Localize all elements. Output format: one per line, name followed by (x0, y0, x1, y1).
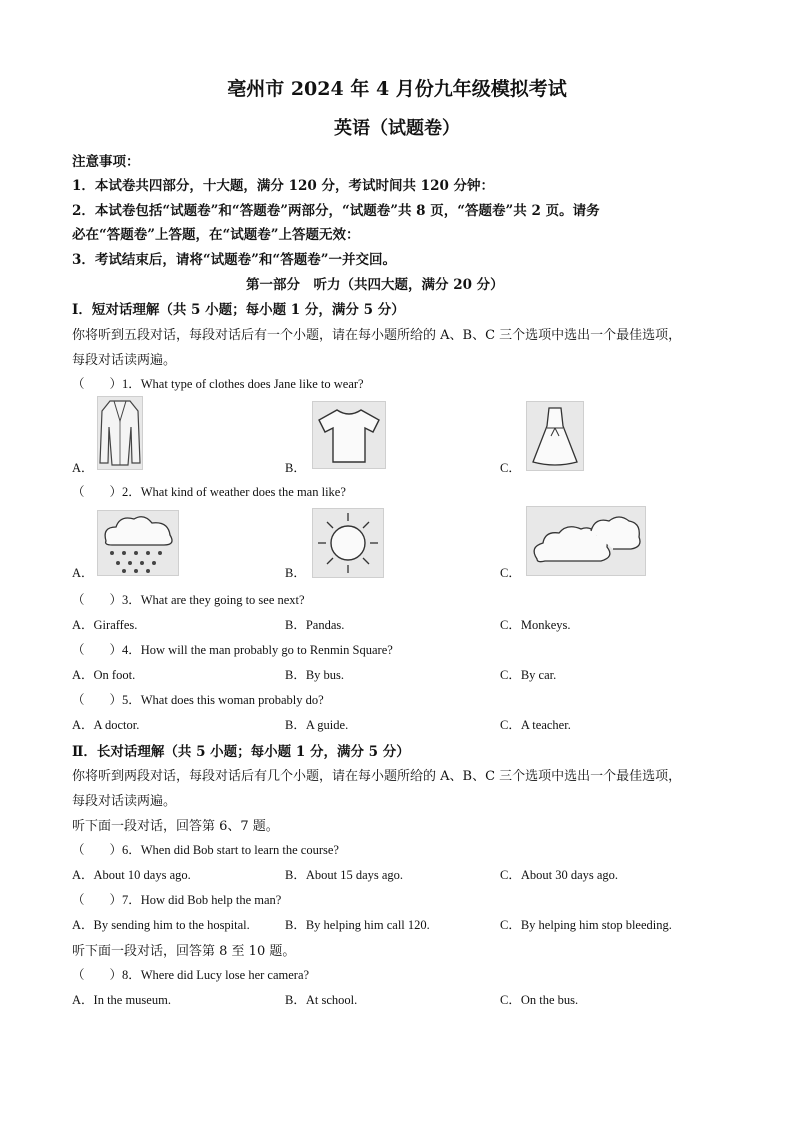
option-c: C．About 30 days ago. (500, 868, 619, 882)
option-label-a: A． (72, 461, 94, 475)
section-heading: Ⅱ．长对话理解（共 5 小题；每小题 1 分，满分 5 分） (72, 744, 410, 760)
clouds-icon (526, 506, 646, 576)
question-stem: （ ）6．When did Bob start to learn the course? (72, 843, 339, 857)
question-stem: （ ）3．What are they going to see next? (72, 593, 305, 607)
option-c: C．By helping him stop bleeding. (500, 918, 672, 932)
option-a: A．About 10 days ago. (72, 868, 191, 882)
option-b: B．Pandas. (285, 618, 345, 632)
option-b: B．About 15 days ago. (285, 868, 404, 882)
option-c: C．On the bus. (500, 993, 579, 1007)
option-a: A．By sending him to the hospital. (72, 918, 250, 932)
section-heading: Ⅰ．短对话理解（共 5 小题；每小题 1 分，满分 5 分） (72, 302, 405, 318)
question-stem: （ ）8．Where did Lucy lose her camera? (72, 968, 310, 982)
sun-icon (312, 508, 384, 578)
option-a: A．On foot. (72, 668, 136, 682)
option-b: B．A guide. (285, 718, 349, 732)
option-a: A．In the museum. (72, 993, 171, 1007)
option-label-c: C． (500, 566, 521, 580)
question-stem: （ ）7．How did Bob help the man? (72, 893, 282, 907)
option-label-a: A． (72, 566, 94, 580)
notes-heading: 注意事项： (72, 154, 140, 170)
question-stem: （ ）4．How will the man probably go to Renmin Square? (72, 643, 393, 657)
page-subtitle: 英语（试题卷） (334, 118, 460, 139)
option-a: A．A doctor. (72, 718, 140, 732)
tshirt-icon (312, 401, 386, 469)
option-b: B．By bus. (285, 668, 345, 682)
note-item: 必在“答题卷”上答题，在“试题卷”上答题无效： (72, 227, 360, 243)
option-b: B．By helping him call 120. (285, 918, 430, 932)
option-label-b: B． (285, 461, 306, 475)
part-heading: 第一部分 听力（共四大题，满分 20 分） (246, 277, 504, 293)
option-label-c: C． (500, 461, 521, 475)
note-item: 3．考试结束后，请将“试题卷”和“答题卷”一并交回。 (72, 252, 396, 268)
page-title: 亳州市 2024 年 4 月份九年级模拟考试 (227, 78, 567, 100)
section-instructions: 每段对话读两遍。 (72, 794, 177, 809)
section-instructions: 你将听到五段对话，每段对话后有一个小题，请在每小题所给的 A、B、C 三个选项中选出一个最佳选项， (72, 328, 682, 343)
option-c: C．A teacher. (500, 718, 571, 732)
option-a: A．Giraffes. (72, 618, 138, 632)
option-c: C．Monkeys. (500, 618, 571, 632)
option-c: C．By car. (500, 668, 557, 682)
note-item: 1．本试卷共四部分，十大题，满分 120 分，考试时间共 120 分钟： (72, 178, 495, 194)
section-instructions: 每段对话读两遍。 (72, 353, 177, 368)
dialogue-lead: 听下面一段对话，回答第 6、7 题。 (72, 819, 279, 834)
section-instructions: 你将听到两段对话，每段对话后有几个小题，请在每小题所给的 A、B、C 三个选项中选出一个最佳选项， (72, 769, 682, 784)
question-stem: （ ）1．What type of clothes does Jane like to wear? (72, 377, 364, 391)
note-item: 2．本试卷包括“试题卷”和“答题卷”两部分，“试题卷”共 8 页，“答题卷”共 2 页。请务 (72, 203, 600, 219)
option-b: B．At school. (285, 993, 358, 1007)
jacket-icon (97, 396, 143, 470)
question-stem: （ ）5．What does this woman probably do? (72, 693, 324, 707)
dialogue-lead: 听下面一段对话，回答第 8 至 10 题。 (72, 944, 296, 959)
option-label-b: B． (285, 566, 306, 580)
dress-icon (526, 401, 584, 471)
question-stem: （ ）2．What kind of weather does the man like? (72, 485, 346, 499)
rain-cloud-icon (97, 510, 179, 576)
